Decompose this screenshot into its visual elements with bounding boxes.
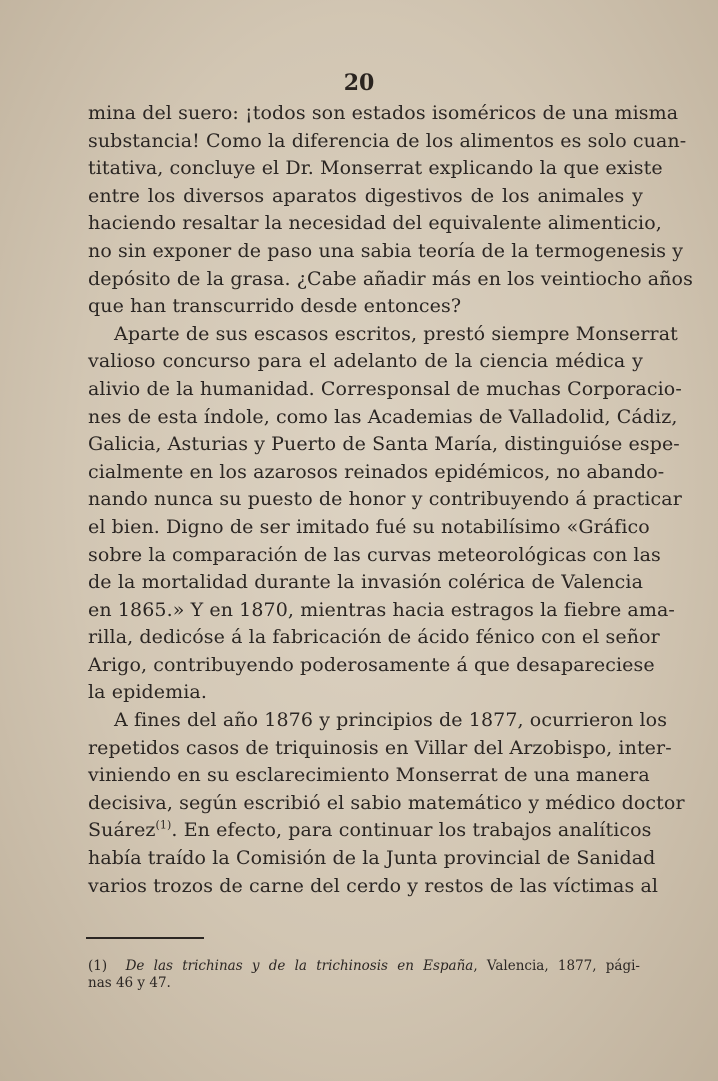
text-fragment: . En efecto, para continuar los trabajos analíticos — [171, 819, 652, 842]
text-line: que han transcurrido desde entonces? — [88, 295, 462, 318]
text-line: Galicia, Asturias y Puerto de Santa María, distinguióse espe- — [88, 433, 680, 456]
text-line: alivio de la humanidad. Corresponsal de muchas Corporacio- — [88, 377, 682, 400]
text-line: no sin exponer de paso una sabia teoría de la termogenesis y — [88, 239, 684, 262]
text-fragment: Suárez — [88, 819, 156, 842]
page-number: 20 — [343, 70, 375, 96]
text-line: el bien. Digno de ser imitado fué su notabilísimo «Gráfico — [88, 515, 650, 538]
text-line: varios trozos de carne del cerdo y restos de las víctimas al — [88, 874, 659, 897]
text-line: sobre la comparación de las curvas meteorológicas con las — [88, 543, 661, 566]
text-line: repetidos casos de triquinosis en Villar del Arzobispo, inter- — [88, 736, 672, 759]
footnote-line — [88, 958, 640, 975]
text-line: entre los diversos aparatos digestivos de los animales y — [88, 184, 643, 207]
text-line: mina del suero: ¡todos son estados isoméricos de una misma — [88, 102, 679, 124]
footnote-title: De las trichinas y de la trichinosis en España — [125, 958, 474, 974]
footnote-reference: (1) — [155, 819, 172, 833]
footnote-divider — [86, 937, 204, 939]
text-line: titativa, concluye el Dr. Monserrat explicando la que existe — [88, 157, 663, 180]
text-line: Arigo, contribuyendo poderosamente á que desapareciese — [88, 653, 655, 676]
text-line: valioso concurso para el adelanto de la ciencia médica y — [88, 350, 643, 373]
text-line: substancia! Como la diferencia de los alimentos es solo cuan- — [88, 129, 687, 152]
body-text — [88, 100, 693, 900]
footnote — [88, 958, 640, 992]
text-line: la epidemia. — [88, 681, 207, 704]
text-line: rilla, dedicóse á la fabricación de ácido fénico con el señor — [88, 626, 660, 649]
footnote-text: , Valencia, 1877, pági- — [473, 958, 640, 974]
text-line: cialmente en los azarosos reinados epidémicos, no abando- — [88, 460, 665, 483]
text-line: haciendo resaltar la necesidad del equivalente alimenticio, — [88, 212, 662, 235]
footnote-marker: (1) — [88, 958, 108, 974]
text-line — [88, 817, 652, 845]
footnote-line: nas 46 y 47. — [88, 975, 171, 991]
text-line: en 1865.» Y en 1870, mientras hacia estragos la fiebre ama- — [88, 598, 675, 621]
text-line: decisiva, según escribió el sabio matemático y médico doctor — [88, 791, 685, 814]
text-line: nes de esta índole, como las Academias de Valladolid, Cádiz, — [88, 405, 678, 428]
text-line: nando nunca su puesto de honor y contribuyendo á practicar — [88, 488, 682, 511]
text-line: Aparte de sus escasos escritos, prestó siempre Monserrat — [114, 322, 678, 345]
text-line: viniendo en su esclarecimiento Monserrat de una manera — [88, 764, 650, 787]
text-line: A fines del año 1876 y principios de 1877, ocurrieron los — [114, 709, 668, 732]
text-line: depósito de la grasa. ¿Cabe añadir más en los veintiocho años — [88, 267, 693, 290]
text-line: de la mortalidad durante la invasión colérica de Valencia — [88, 571, 643, 594]
text-line: había traído la Comisión de la Junta provincial de Sanidad — [88, 847, 656, 870]
